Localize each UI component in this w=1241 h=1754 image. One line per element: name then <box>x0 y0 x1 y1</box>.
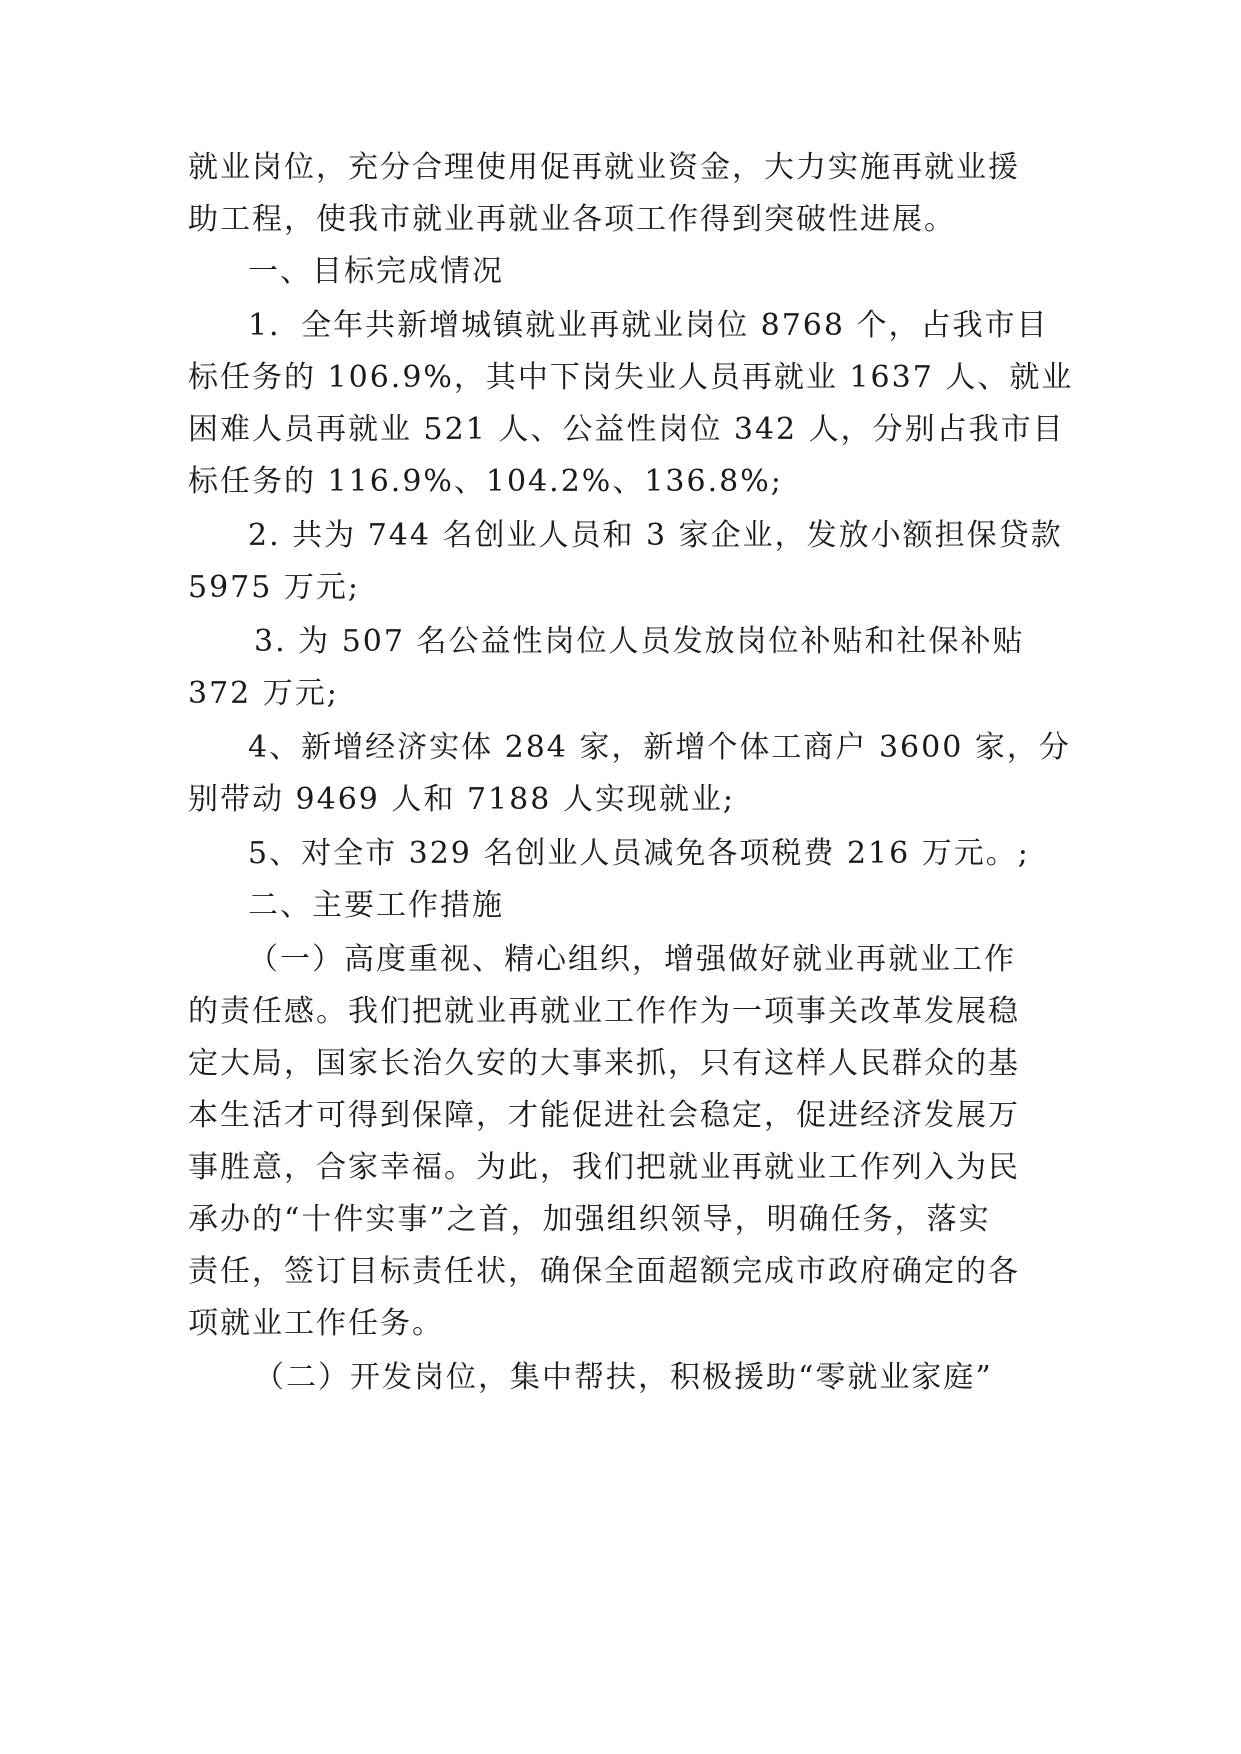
text-line: 标任务的 106.9%，其中下岗失业人员再就业 1637 人、就业 <box>188 360 1074 395</box>
text-line: 困难人员再就业 521 人、公益性岗位 342 人，分别占我市目 <box>188 412 1065 447</box>
text-line: 标任务的 116.9%、104.2%、136.8%; <box>188 464 783 499</box>
text-line: 5、对全市 329 名创业人员减免各项税费 216 万元。; <box>248 836 1030 871</box>
text-line: 2. 共为 744 名创业人员和 3 家企业，发放小额担保贷款 <box>248 518 1063 553</box>
section-heading: 二、主要工作措施 <box>248 888 504 923</box>
section-heading: 一、目标完成情况 <box>248 254 504 289</box>
text-line: 372 万元; <box>188 676 339 711</box>
text-line: 承办的“十件实事”之首，加强组织领导，明确任务，落实 <box>188 1202 991 1237</box>
text-line: 别带动 9469 人和 7188 人实现就业; <box>188 782 735 817</box>
text-line: 助工程，使我市就业再就业各项工作得到突破性进展。 <box>188 202 956 237</box>
text-line: 定大局，国家长治久安的大事来抓，只有这样人民群众的基 <box>188 1046 1020 1081</box>
text-line: 的责任感。我们把就业再就业工作作为一项事关改革发展稳 <box>188 994 1020 1029</box>
text-line: 3. 为 507 名公益性岗位人员发放岗位补贴和社保补贴 <box>254 624 1025 659</box>
text-line: 本生活才可得到保障，才能促进社会稳定，促进经济发展万 <box>188 1098 1020 1133</box>
text-line: 责任，签订目标责任状，确保全面超额完成市政府确定的各 <box>188 1254 1020 1289</box>
text-line: 项就业工作任务。 <box>188 1306 444 1341</box>
text-line: 4、新增经济实体 284 家，新增个体工商户 3600 家，分 <box>248 730 1071 765</box>
text-line: （一）高度重视、精心组织，增强做好就业再就业工作 <box>248 942 1016 977</box>
text-line: 就业岗位，充分合理使用促再就业资金，大力实施再就业援 <box>188 150 1020 185</box>
text-line: 1．全年共新增城镇就业再就业岗位 8768 个，占我市目 <box>248 308 1049 343</box>
text-line: 5975 万元; <box>188 570 360 605</box>
text-line: 事胜意，合家幸福。为此，我们把就业再就业工作列入为民 <box>188 1150 1020 1185</box>
text-line: （二）开发岗位，集中帮扶，积极援助“零就业家庭” <box>254 1360 993 1395</box>
